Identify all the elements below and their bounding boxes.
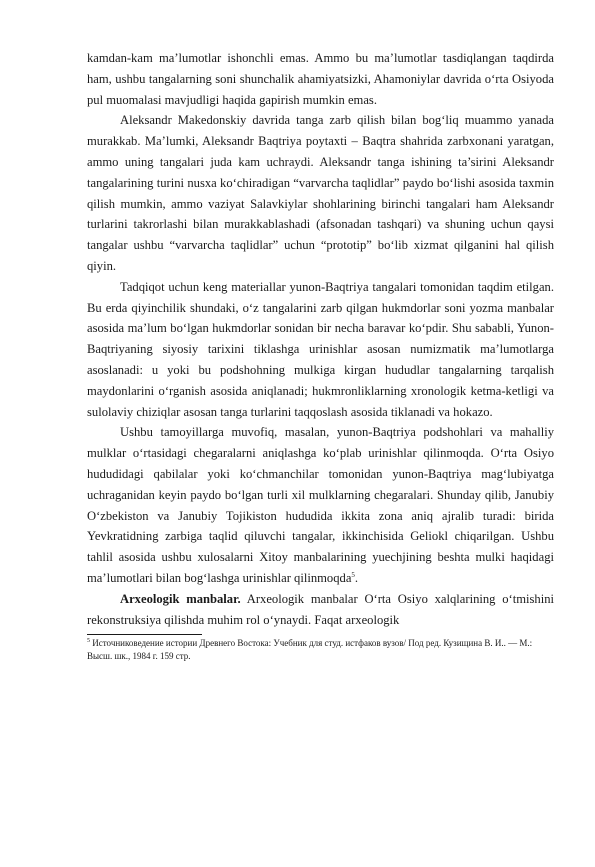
paragraph-greco-bactrian-coins: Tadqiqot uchun keng materiallar yunon-Baqtriya tangalari tomonidan taqdim etilgan. Bu erda qiyinchilik shundaki, o‘z tangalarini zarb qilgan hukmdorlar soni yozma manbalar asosida ma’lum bo‘lgan hukmdorlar sonidan bir necha baravar ko‘pdir. Shu sababli, Yunon-Baqtriyaning siyosiy tarixini tiklashga urinishlar asosan numizmatik ma’lumotlarga asoslanadi: u yoki bu podshohning mulkiga kirgan hududlar tangalarning tarqalish maydonlarini o‘rganish asosida aniqlanadi; hukmronliklarning xronologik ketma-ketligi va sulolaviy chiziqlar asosan tanga turlarini taqqoslash asosida tiklanadi va hokazo. (87, 279, 554, 419)
paragraph-borders-tail: . (354, 570, 359, 585)
document-page (87, 48, 554, 663)
paragraph-alexander-coinage: Aleksandr Makedonskiy davrida tanga zarb qilish bilan bog‘liq muammo yanada murakkab. Ma’lumki, Aleksandr Baqtriya poytaxti – Baqtra shahrida zarbxonani yaratgan, ammo uning tangalari juda kam uchraydi. Aleksandr tanga ishining ta’sirini Aleksandr tangalarining turini nusxa ko‘chiradigan “varvarcha taqlidlar” paydo bo‘lishi asosida taxmin qilish mumkin, ammo vaziyat Salavkiylar shohlarining birinchi tangalari ham Aleksandr turlarini takrorlashi bilan murakkablashadi (afsonadan tashqari) va shuning uchun qaysi tangalar ushbu “varvarcha taqlidlar” uchun “prototip” bo‘lib xizmat qilganini hal qilish qiyin. (87, 113, 554, 273)
paragraph-intro-continuation: kamdan-kam ma’lumotlar ishonchli emas. Ammo bu ma’lumotlar tasdiqlangan taqdirda ham, ushbu tangalarning soni shunchalik ahamiyatsizki, Ahamoniylar davrida o‘rta Osiyoda pul muomalasi mavjudligi haqida gapirish mumkin emas. (87, 51, 554, 107)
section-heading-archaeological: Arxeologik manbalar. (120, 591, 241, 606)
footnote-reference[interactable]: 5 (351, 570, 355, 579)
footnote-text: Источниковедение истории Древнего Востока: Учебник для студ. истфаков вузов/ Под ред. Кузищина В. И.. — М.: Высш. шк., 1984 г. 159 стр. (87, 638, 533, 662)
paragraph-archaeological-sources (87, 589, 554, 631)
paragraph-borders (87, 422, 554, 588)
footnote-mark: 5 (87, 638, 90, 645)
paragraph-archaeological-text: Arxeologik manbalar O‘rta Osiyo xalqlarining o‘tmishini rekonstruksiya qilishda muhim rol o‘ynaydi. Faqat arxeologik (87, 591, 554, 627)
footnote-divider (87, 634, 202, 635)
paragraph-borders-text: Ushbu tamoyillarga muvofiq, masalan, yunon-Baqtriya podshohlari va mahalliy mulklar o‘rtasidagi chegaralarni aniqlashga ko‘plab urinishlar qilinmoqda. O‘rta Osiyo hududidagi qabilalar yoki ko‘chmanchilar tomonidan yunon-Baqtriya mag‘lubiyatga uchraganidan keyin paydo bo‘lgan turli xil mulklarning chegaralari. Shunday qilib, Janubiy O‘zbekiston va Janubiy Tojikiston hududida ikkita zona aniq ajralib turadi: birida Yevkratidning zarbiga taqlid qiluvchi tangalar, ikkinchisida Geliokl chiqarilgan. Ushbu tahlil asosida ushbu xulosalarni Xitoy manbalarining yuechjining beshta mulki haqidagi ma’lumotlari bilan bog‘lashga urinishlar qilinmoqda (87, 425, 554, 585)
footnote (87, 637, 554, 663)
